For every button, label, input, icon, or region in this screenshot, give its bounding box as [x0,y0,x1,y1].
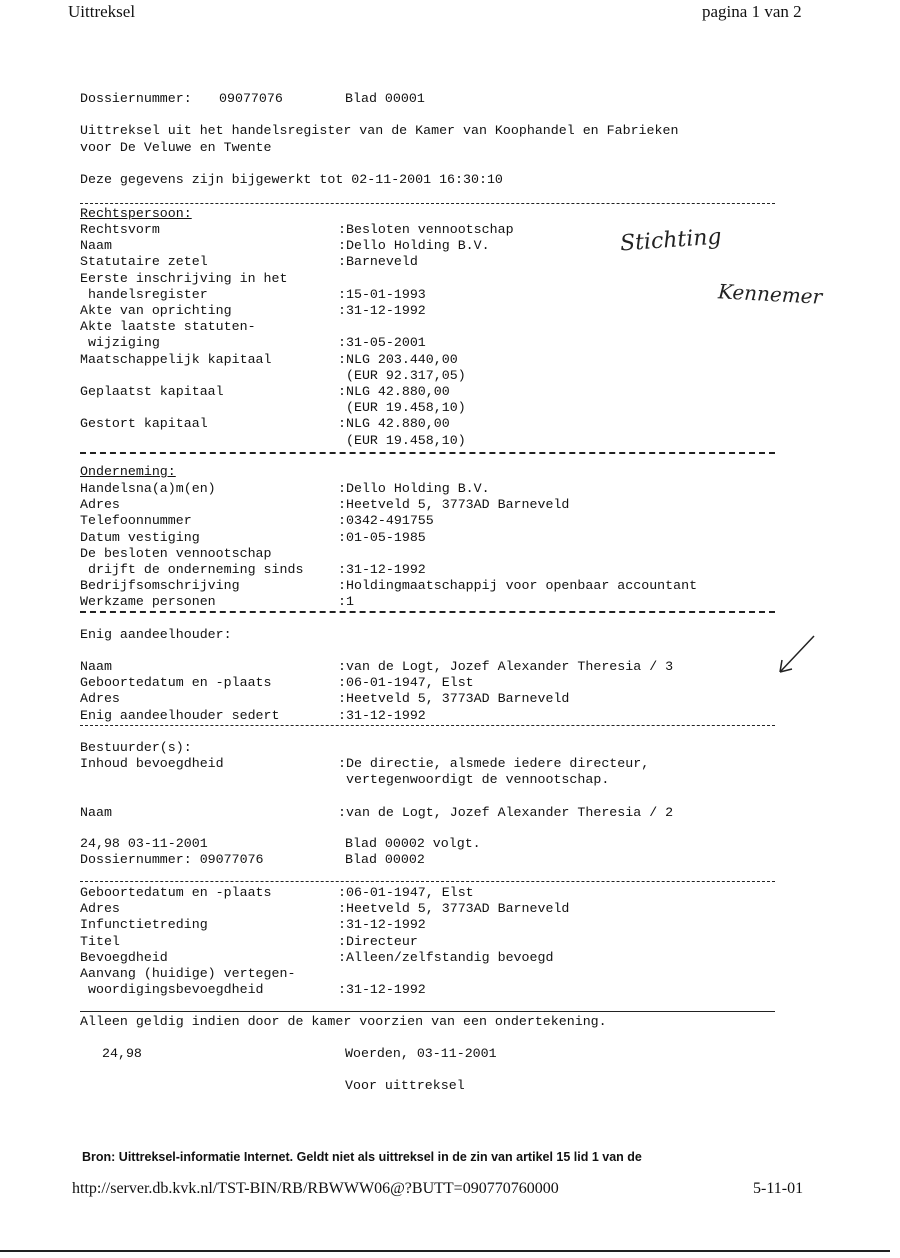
section-title-aandeelhouder: Enig aandeelhouder: [80,627,232,642]
row-label: Naam [80,659,112,674]
row-label: Telefoonnummer [80,513,192,529]
row-label: Naam [80,238,112,254]
row-value: :0342-491755 [338,513,434,529]
dossier-page2: Dossiernummer: 09077076 [80,852,264,867]
row-label: Werkzame personen [80,594,216,610]
divider-rechtspersoon [80,452,775,454]
row-value: :31-05-2001 [338,335,426,351]
row-label: Bedrijfsomschrijving [80,578,240,594]
divider-page2 [80,881,775,882]
row-label: wijziging [80,335,160,351]
row-value: :Directeur [338,933,418,949]
section-title-bestuurders: Bestuurder(s): [80,740,192,755]
handwritten-note-1: Stichting [619,224,723,257]
row-value: :1 [338,594,354,610]
row-label: Statutaire zetel [80,254,208,270]
row-label: Gestort kapitaal [80,416,208,432]
divider-closing [80,1011,775,1012]
row-label: Geboortedatum en -plaats [80,675,272,691]
row-label: Adres [80,497,120,513]
intro-line-1: Uittreksel uit het handelsregister van de Kamer van Koophandel en Fabrieken [80,123,679,138]
row-value: :Dello Holding B.V. [338,481,490,496]
row-value: :31-12-1992 [338,917,426,933]
row-label: Rechtsvorm [80,222,160,237]
divider-onderneming [80,611,775,613]
closing-fee: 24,98 [102,1046,142,1061]
bron-notice: Bron: Uittreksel-informatie Internet. Geldt niet als uittreksel in de zin van artikel 15 lid 1 van de [82,1150,642,1164]
blad-number: Blad 00001 [345,91,425,106]
row-label: drijft de onderneming sinds [80,562,304,577]
row-value: :31-12-1992 [338,303,426,318]
bestuurder-naam-label: Naam [80,805,112,820]
row-value: :15-01-1993 [338,286,426,302]
row-value: (EUR 19.458,10) [338,432,466,448]
row-label: Maatschappelijk kapitaal [80,351,272,367]
row-label: Eerste inschrijving in het [80,270,288,286]
handwritten-note-2: Kennemer [717,279,823,309]
table-row [80,805,674,821]
row-label: Bevoegdheid [80,949,168,965]
divider-aandeelhouder [80,725,775,726]
blad-page2: Blad 00002 [345,852,425,867]
bevoegdheid-label: Inhoud bevoegdheid [80,756,224,771]
row-label: Geplaatst kapitaal [80,384,224,399]
place-date: Woerden, 03-11-2001 [345,1046,497,1061]
row-value: :06-01-1947, Elst [338,675,474,691]
bevoegdheid-value-2: vertegenwoordigt de vennootschap. [338,772,610,787]
row-value: :31-12-1992 [338,562,426,577]
row-value: :van de Logt, Jozef Alexander Theresia / 3 [338,659,674,674]
row-label: woordigingsbevoegdheid [80,982,264,998]
row-value: :Alleen/zelfstandig bevoegd [338,949,554,965]
intro-line-2: voor De Veluwe en Twente [80,140,272,155]
print-date: 5-11-01 [753,1180,804,1197]
row-value: :NLG 203.440,00 [338,351,458,367]
bevoegdheid-value-1: :De directie, alsmede iedere directeur, [338,756,650,771]
table-row [80,756,650,772]
row-label: Handelsna(a)m(en) [80,481,216,496]
table-row [80,772,610,788]
row-value: :Barneveld [338,254,418,270]
row-value: :31-12-1992 [338,982,426,998]
row-value: :01-05-1985 [338,529,426,545]
page-header-right: pagina 1 van 2 [702,2,802,21]
row-value: (EUR 92.317,05) [338,367,466,383]
row-value: :Heetveld 5, 3773AD Barneveld [338,497,570,513]
row-value: :NLG 42.880,00 [338,384,450,399]
row-value: :NLG 42.880,00 [338,416,450,432]
source-url[interactable]: http://server.db.kvk.nl/TST-BIN/RB/RBWWW06@?BUTT=090770760000 [72,1180,559,1197]
bestuurder-naam-value: :van de Logt, Jozef Alexander Theresia / 2 [338,805,674,820]
row-label: Adres [80,691,120,707]
row-label: Akte laatste statuten- [80,319,256,335]
row-label: Enig aandeelhouder sedert [80,707,280,723]
fee-date: 24,98 03-11-2001 [80,836,208,851]
row-label: De besloten vennootschap [80,545,272,561]
row-value: :Heetveld 5, 3773AD Barneveld [338,691,570,707]
row-label: Titel [80,933,120,949]
section-title-rechtspersoon: Rechtspersoon: [80,206,192,221]
blad-next: Blad 00002 volgt. [345,836,481,851]
row-label: handelsregister [80,286,208,302]
row-label: Adres [80,901,120,917]
updated-line: Deze gegevens zijn bijgewerkt tot 02-11-2001 16:30:10 [80,172,503,187]
dossier-value: 09077076 [219,91,283,106]
row-value: :Besloten vennootschap [338,222,514,237]
row-value: :Dello Holding B.V. [338,238,490,254]
row-value: (EUR 19.458,10) [338,400,466,416]
row-label: Akte van oprichting [80,303,232,318]
handwritten-arrow-icon [772,632,822,682]
bottom-rule [0,1250,890,1252]
section-title-onderneming: Onderneming: [80,464,176,479]
row-value: :Heetveld 5, 3773AD Barneveld [338,901,570,917]
row-value: :06-01-1947, Elst [338,885,474,900]
voor-uittreksel: Voor uittreksel [345,1078,465,1093]
divider-top [80,203,775,204]
row-label: Infunctietreding [80,917,208,933]
row-label: Geboortedatum en -plaats [80,885,272,900]
row-value: :31-12-1992 [338,707,426,723]
row-label: Aanvang (huidige) vertegen- [80,966,296,981]
row-value: :Holdingmaatschappij voor openbaar accountant [338,578,698,594]
row-label: Datum vestiging [80,529,200,545]
geldig-statement: Alleen geldig indien door de kamer voorzien van een ondertekening. [80,1014,607,1029]
page-header-left: Uittreksel [68,2,136,21]
dossier-label: Dossiernummer: [80,91,192,106]
